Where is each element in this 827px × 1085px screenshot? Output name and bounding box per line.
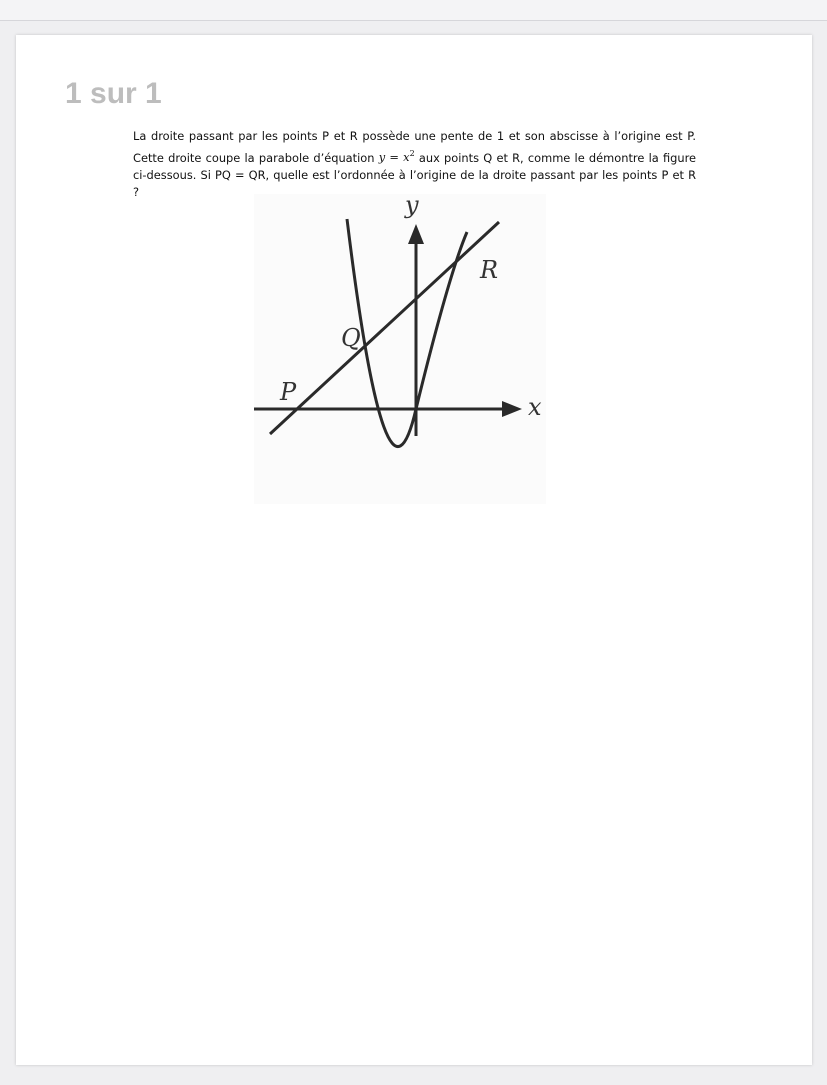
parabola-curve xyxy=(347,219,467,447)
equation-exponent: 2 xyxy=(409,149,415,159)
line-pr xyxy=(270,222,499,434)
question-text xyxy=(133,128,696,202)
y-axis-arrowhead xyxy=(408,224,424,244)
x-axis-label: x xyxy=(528,393,542,421)
question-part-2: aux points Q et R, comme le démontre la figure ci-dessous. Si PQ = QR, quelle est l’ordonnée à l’origine de la droite passant par les points P et R ? xyxy=(133,150,697,200)
point-p-label: P xyxy=(280,378,297,406)
parabola-line-figure xyxy=(254,194,546,504)
question-part-1: La droite passant par les points P et R possède une pente de 1 et son abscisse à l’origine est P. Cette droite coupe la parabole d’équation xyxy=(133,129,696,165)
equation-base: x xyxy=(403,150,410,165)
y-axis-label: y xyxy=(405,194,419,219)
page-indicator: 1 sur 1 xyxy=(65,77,162,110)
point-r-label: R xyxy=(480,256,499,284)
equation-lhs: y xyxy=(378,150,386,165)
figure-canvas xyxy=(254,194,546,504)
point-q-label: Q xyxy=(341,324,361,352)
viewer-top-bar xyxy=(0,0,827,21)
document-page xyxy=(16,35,812,1065)
x-axis-arrowhead xyxy=(502,401,522,417)
parabola-equation xyxy=(379,150,415,164)
equation-equals: = xyxy=(385,150,404,165)
